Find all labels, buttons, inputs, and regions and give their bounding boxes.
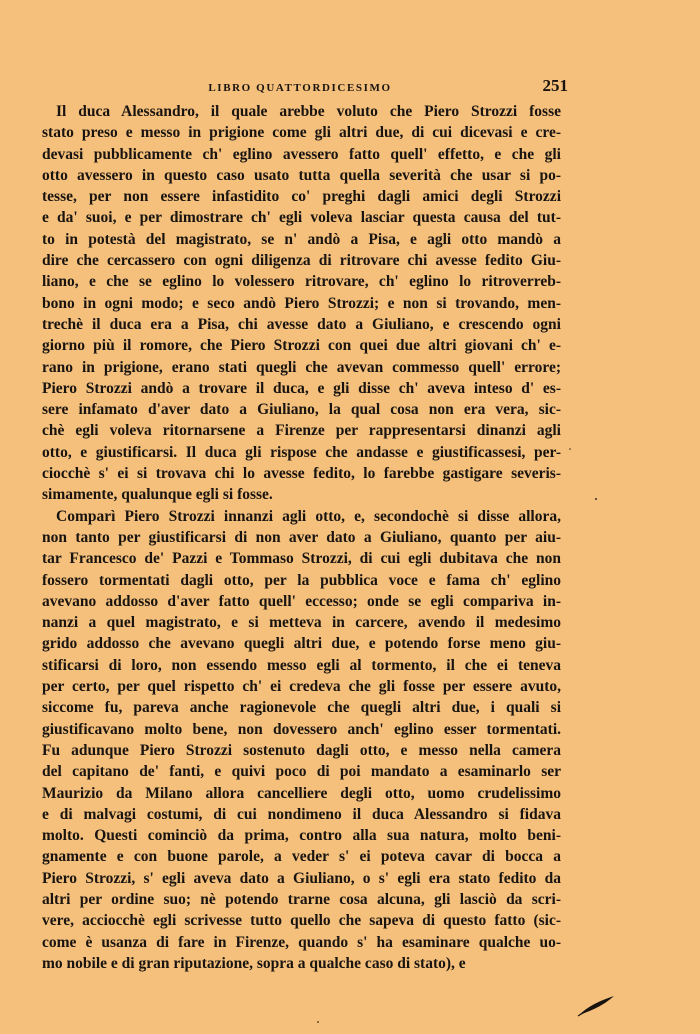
text-line: to in potestà del magistrato, se n' andò a Pisa, e agli otto mandò a	[42, 230, 561, 248]
text-line: giorno più il romore, che Piero Strozzi con quei due altri giovani ch' e-	[42, 337, 561, 355]
text-line: avevano addosso d'aver fatto quell' eccesso; onde se egli compariva in-	[42, 592, 561, 610]
text-line: Piero Strozzi andò a trovare il duca, e gli disse ch' aveva inteso d' es-	[42, 379, 561, 397]
text-line: chè egli voleva ritornarsene a Firenze per rappresentarsi dinanzi agli	[42, 422, 561, 440]
text-line: gnamente e con buone parole, a veder s' ei poteva cavar di bocca a	[42, 848, 561, 866]
text-line: per certo, per quel rispetto ch' ei credeva che gli fosse per essere avuto,	[42, 678, 561, 696]
text-line: molto. Questi cominciò da prima, contro alla sua natura, molto beni-	[42, 827, 561, 845]
text-line: come è usanza di fare in Firenze, quando s' ha esaminare qualche uo-	[42, 933, 561, 951]
text-line: trechè il duca era a Pisa, chi avesse dato a Giuliano, e crescendo ogni	[42, 315, 561, 333]
text-line: vere, acciocchè egli scrivesse tutto quello che sapeva di questo fatto (sic-	[42, 912, 561, 930]
text-line: tar Francesco de' Pazzi e Tommaso Strozzi, di cui egli dubitava che non	[42, 550, 561, 568]
text-line: non tanto per giustificarsi di non aver dato a Giuliano, quanto per aiu-	[42, 528, 561, 546]
text-line: stificarsi di loro, non essendo messo egli al tormento, il che ei teneva	[42, 656, 561, 674]
text-line: Maurizio da Milano allora cancelliere degli otto, uomo crudelissimo	[42, 784, 561, 802]
text-line: stato preso e messo in prigione come gli altri due, di cui dicevasi e cre-	[42, 124, 561, 142]
text-line: tesse, per non essere infastidito co' preghi dagli amici degli Strozzi	[42, 188, 561, 206]
text-line: Piero Strozzi, s' egli aveva dato a Giuliano, o s' egli era stato fedito da	[42, 869, 561, 887]
text-line: simamente, qualunque egli si fosse.	[42, 486, 273, 504]
text-line: e da' suoi, e per dimostrare ch' egli voleva lasciar questa causa del tut-	[42, 209, 561, 227]
text-line: Comparì Piero Strozzi innanzi agli otto, e, secondochè si disse allora,	[56, 507, 561, 525]
text-line: sere infamato d'aver dato a Giuliano, la qual cosa non era vera, sic-	[42, 401, 561, 419]
text-line: ciocchè s' ei si trovava chi lo avesse fedito, lo farebbe gastigare severis-	[42, 465, 561, 483]
text-line: giustificavano molto bene, non dovessero anch' eglino esser tormentati.	[42, 720, 561, 738]
text-line: liano, e che se eglino lo volessero ritrovare, ch' eglino lo ritroverreb-	[42, 273, 561, 291]
running-title: LIBRO QUATTORDICESIMO	[208, 82, 392, 94]
page-number: 251	[542, 76, 568, 95]
text-line: otto, e giustificarsi. Il duca gli rispose che andasse e giustificassesi, per-	[42, 443, 561, 461]
text-line: Il duca Alessandro, il quale arebbe voluto che Piero Strozzi fosse	[56, 103, 561, 120]
text-line: fossero tormentati dagli otto, per la pubblica voce e fama ch' eglino	[42, 571, 561, 589]
text-line: e di malvagi costumi, di cui nondimeno il duca Alessandro si fidava	[42, 805, 561, 823]
text-line: altri per ordine suo; nè potendo trarne cosa alcuna, gli lasciò da scri-	[42, 890, 561, 908]
text-line: bono in ogni modo; e seco andò Piero Strozzi; e non si trovando, men-	[42, 294, 561, 312]
text-line: nanzi a quel magistrato, e si metteva in carcere, avendo il medesimo	[42, 614, 561, 632]
text-line: rano in prigione, erano stati quegli che avevan commesso quell' errore;	[42, 358, 561, 376]
text-line: grido addosso che avevano quegli altri due, e potendo forse meno giu-	[42, 635, 561, 653]
text-line: del capitano de' fanti, e quivi poco di poi mandato a esaminarlo ser	[42, 763, 561, 781]
text-line: siccome fu, pareva anche ragionevole che quegli altri due, i quali si	[42, 699, 561, 717]
text-line: devasi pubblicamente ch' eglino avessero fatto quell' effetto, e che gli	[42, 145, 561, 163]
text-line: dire che cercassero con ogni diligenza di ritrovare chi avesse fedito Giu-	[42, 252, 561, 270]
text-line: mo nobile e di gran riputazione, sopra a qualche caso di stato), e	[42, 954, 466, 972]
text-line: Fu adunque Piero Strozzi sostenuto dagli otto, e messo nella camera	[42, 741, 561, 759]
text-line: otto avessero in questo caso usato tutta quella severità che usar si po-	[42, 166, 561, 184]
